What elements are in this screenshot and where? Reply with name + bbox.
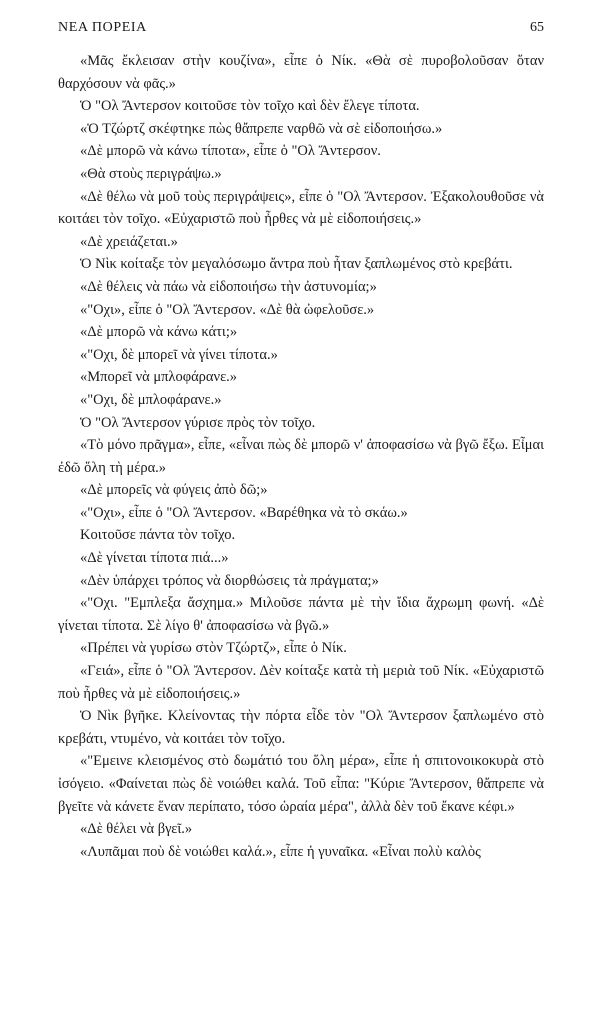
paragraph: «Πρέπει νὰ γυρίσω στὸν Τζώρτζ», εἶπε ὁ Νίκ.	[80, 640, 347, 657]
paragraph: «Ὁ Τζώρτζ σκέφτηκε πὼς θἄπρεπε ναρθῶ νὰ σὲ εἰδοποιήσω.»	[80, 120, 443, 137]
paragraph: «Δὲ μπορῶ νὰ κάνω κάτι;»	[80, 324, 238, 341]
running-header	[58, 20, 544, 36]
paragraph: «"Οχι», εἶπε ὁ "Ολ Ἄντερσον. «Δὲ θὰ ὠφελοῦσε.»	[80, 301, 375, 318]
paragraph: Ὁ Νὶκ κοίταξε τὸν μεγαλόσωμο ἄντρα ποὺ ἦταν ξαπλωμένος στὸ κρεβάτι.	[80, 256, 513, 273]
paragraph: «"Οχι, δὲ μπορεῖ νὰ γίνει τίποτα.»	[80, 346, 278, 363]
paragraph: Ὁ Νὶκ βγῆκε. Κλείνοντας τὴν πόρτα εἶδε τὸν "Ολ Ἄντερσον ξαπλωμένο στὸ κρεβάτι, ντυμένο, νὰ κοιτάει τὸν τοῖχο.	[58, 708, 544, 747]
body-text	[58, 50, 544, 863]
page-number: 65	[530, 20, 544, 35]
paragraph: «Δὲ θέλει νὰ βγεῖ.»	[80, 821, 193, 838]
paragraph: «Δὲ γίνεται τίποτα πιά...»	[80, 550, 229, 567]
paragraph: «Λυπᾶμαι ποὺ δὲ νοιώθει καλά.», εἶπε ἡ γυναῖκα. «Εἶναι πολὺ καλὸς	[80, 843, 481, 860]
paragraph: «Δὲν ὑπάρχει τρόπος νὰ διορθώσεις τὰ πράγματα;»	[80, 572, 379, 589]
paragraph: «Δὲ μπορεῖς νὰ φύγεις ἀπὸ δῶ;»	[80, 482, 268, 499]
paragraph: Ὁ "Ολ Ἄντερσον κοιτοῦσε τὸν τοῖχο καὶ δὲν ἔλεγε τίποτα.	[80, 98, 420, 115]
paragraph: «Μᾶς ἔκλεισαν στὴν κουζίνα», εἶπε ὁ Νίκ. «Θὰ σὲ πυροβολοῦσαν ὅταν θαρχόσουν νὰ φᾶς.»	[58, 53, 544, 92]
paragraph: «Τὸ μόνο πρᾶγμα», εἶπε, «εἶναι πὼς δὲ μπορῶ ν' ἀποφασίσω νὰ βγῶ ἔξω. Εἶμαι ἐδῶ ὅλη τὴ μέρα.»	[58, 437, 544, 476]
paragraph: «Γειά», εἶπε ὁ "Ολ Ἄντερσον. Δὲν κοίταξε κατὰ τὴ μεριὰ τοῦ Νίκ. «Εὐχαριστῶ ποὺ ἦρθες νὰ μὲ εἰδοποιήσεις.»	[58, 663, 544, 702]
paragraph: «"Εμεινε κλεισμένος στὸ δωμάτιό του ὅλη μέρα», εἶπε ἡ σπιτονοικοκυρὰ στὸ ἰσόγειο. «Φαίνεται πὼς δὲ νοιώθει καλά. Τοῦ εἶπα: "Κύριε Ἄντερσον, θἄπρεπε νὰ βγεῖτε νὰ κάνετε ἕναν περίπατο, τόσο ὡραία μέρα", ἀλλὰ δὲν τοῦ ἔκανε κέφι.»	[58, 753, 544, 815]
running-title: ΝΕΑ ΠΟΡΕΙΑ	[58, 20, 147, 35]
paragraph: Ὁ "Ολ Ἄντερσον γύρισε πρὸς τὸν τοῖχο.	[80, 414, 316, 431]
paragraph: «"Οχι», εἶπε ὁ "Ολ Ἄντερσον. «Βαρέθηκα νὰ τὸ σκάω.»	[80, 504, 408, 521]
paragraph: «"Οχι. "Εμπλεξα ἄσχημα.» Μιλοῦσε πάντα μὲ τὴν ἴδια ἄχρωμη φωνή. «Δὲ γίνεται τίποτα. Σὲ λίγο θ' ἀποφασίσω νὰ βγῶ.»	[58, 595, 544, 634]
paragraph: Κοιτοῦσε πάντα τὸν τοῖχο.	[80, 527, 236, 544]
paragraph: «Θὰ στοὺς περιγράψω.»	[80, 165, 222, 182]
paragraph: «Δὲ θέλω νὰ μοῦ τοὺς περιγράψεις», εἶπε ὁ "Ολ Ἄντερσον. Ἐξακολουθοῦσε νὰ κοιτάει τὸν τοῖχο. «Εὐχαριστῶ ποὺ ἦρθες νὰ μὲ εἰδοποιήσεις.»	[58, 188, 544, 228]
paragraph: «"Οχι, δὲ μπλοφάρανε.»	[80, 391, 222, 408]
paragraph: «Δὲ χρειάζεται.»	[80, 233, 178, 250]
paragraph: «Δὲ μπορῶ νὰ κάνω τίποτα», εἶπε ὁ "Ολ Ἄντερσον.	[80, 143, 381, 160]
paragraph: «Μπορεῖ νὰ μπλοφάρανε.»	[80, 369, 238, 386]
paragraph: «Δὲ θέλεις νὰ πάω νὰ εἰδοποιήσω τὴν ἀστυνομία;»	[80, 278, 377, 295]
